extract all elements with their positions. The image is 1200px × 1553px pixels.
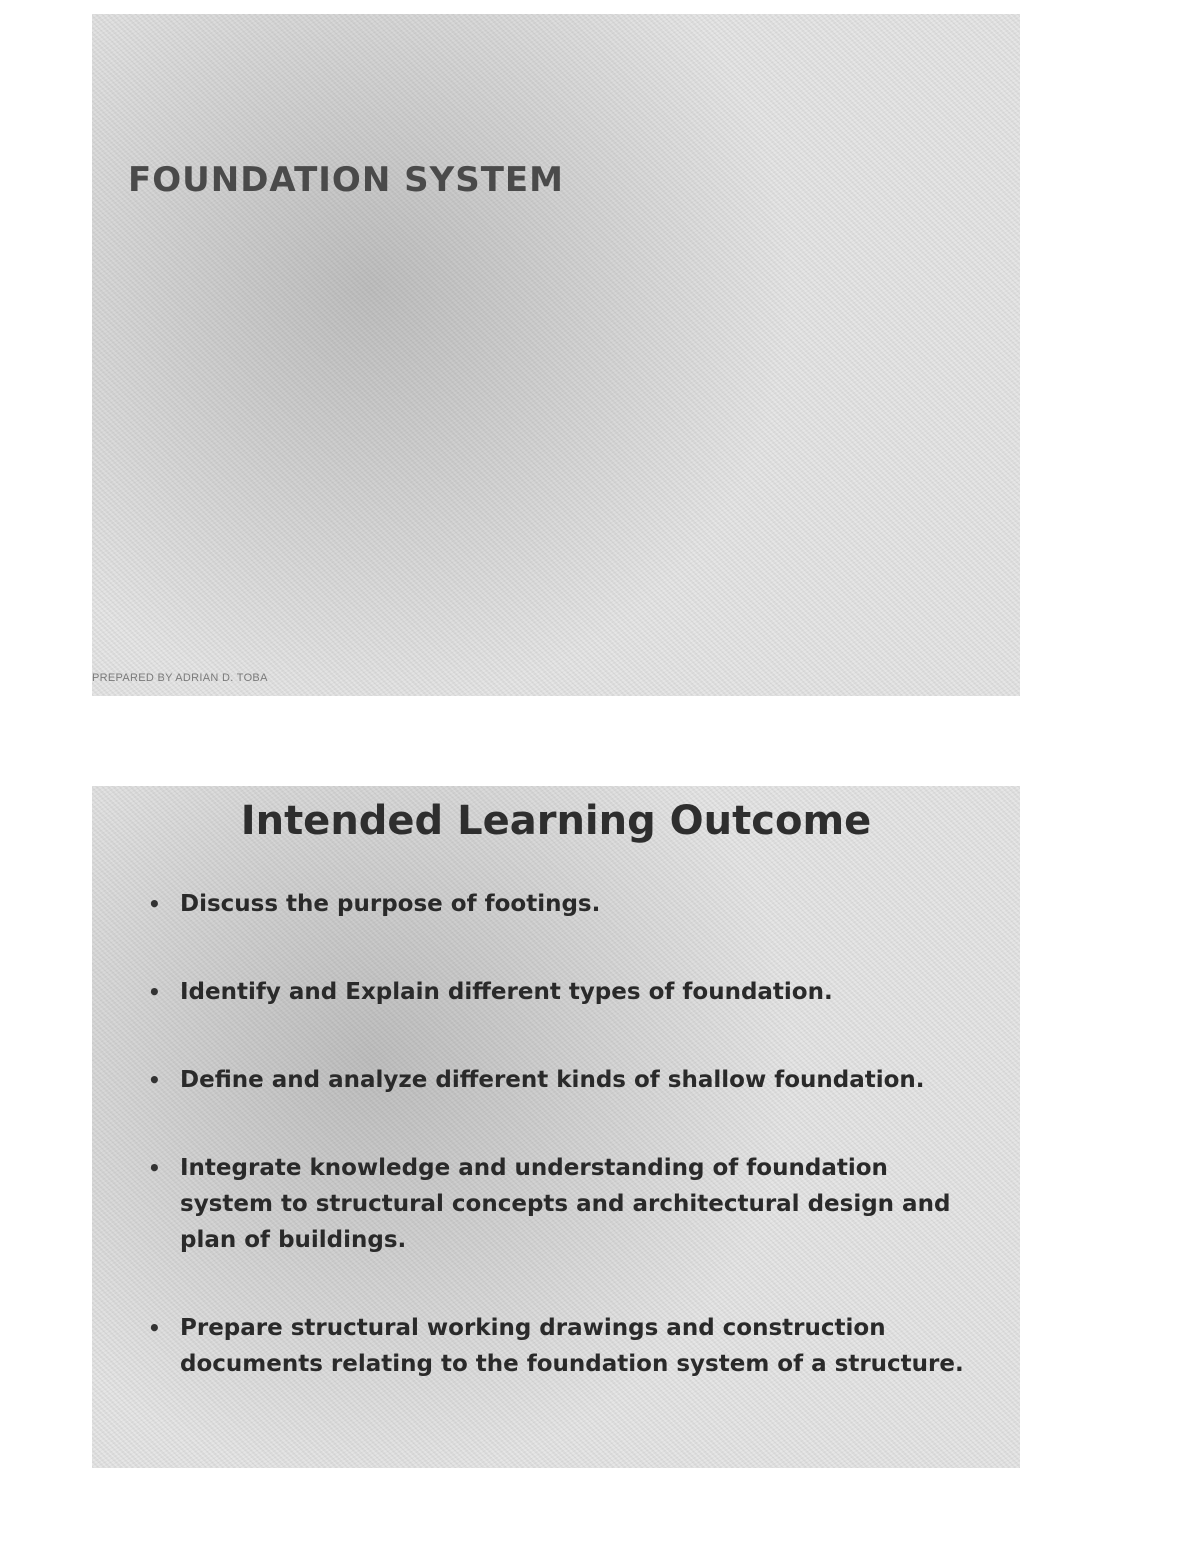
- bullet-icon: •: [148, 980, 161, 1004]
- bullet-icon: •: [148, 892, 161, 916]
- outcome-text: Integrate knowledge and understanding of foundation system to structural concepts and architectural design and plan of buildings.: [180, 1155, 951, 1253]
- slide-foundation-system: [92, 14, 1020, 696]
- list-item: [148, 1150, 968, 1258]
- slide-learning-outcomes: [92, 786, 1020, 1468]
- slide-footer: PREPARED BY ADRIAN D. TOBA: [92, 672, 268, 684]
- bullet-icon: •: [148, 1068, 161, 1092]
- slide-title: Intended Learning Outcome: [240, 798, 872, 844]
- outcome-text: Prepare structural working drawings and construction documents relating to the foundation system of a structure.: [180, 1315, 964, 1377]
- slide-title: FOUNDATION SYSTEM: [128, 160, 564, 200]
- list-item: [148, 886, 968, 922]
- list-item: [148, 974, 968, 1010]
- outcomes-list: [148, 886, 968, 1434]
- outcome-text: Identify and Explain different types of foundation.: [180, 979, 833, 1005]
- outcome-text: Discuss the purpose of footings.: [180, 891, 601, 917]
- list-item: [148, 1062, 968, 1098]
- outcome-text: Define and analyze different kinds of shallow foundation.: [180, 1067, 925, 1093]
- bullet-icon: •: [148, 1316, 161, 1340]
- bullet-icon: •: [148, 1156, 161, 1180]
- list-item: [148, 1310, 968, 1382]
